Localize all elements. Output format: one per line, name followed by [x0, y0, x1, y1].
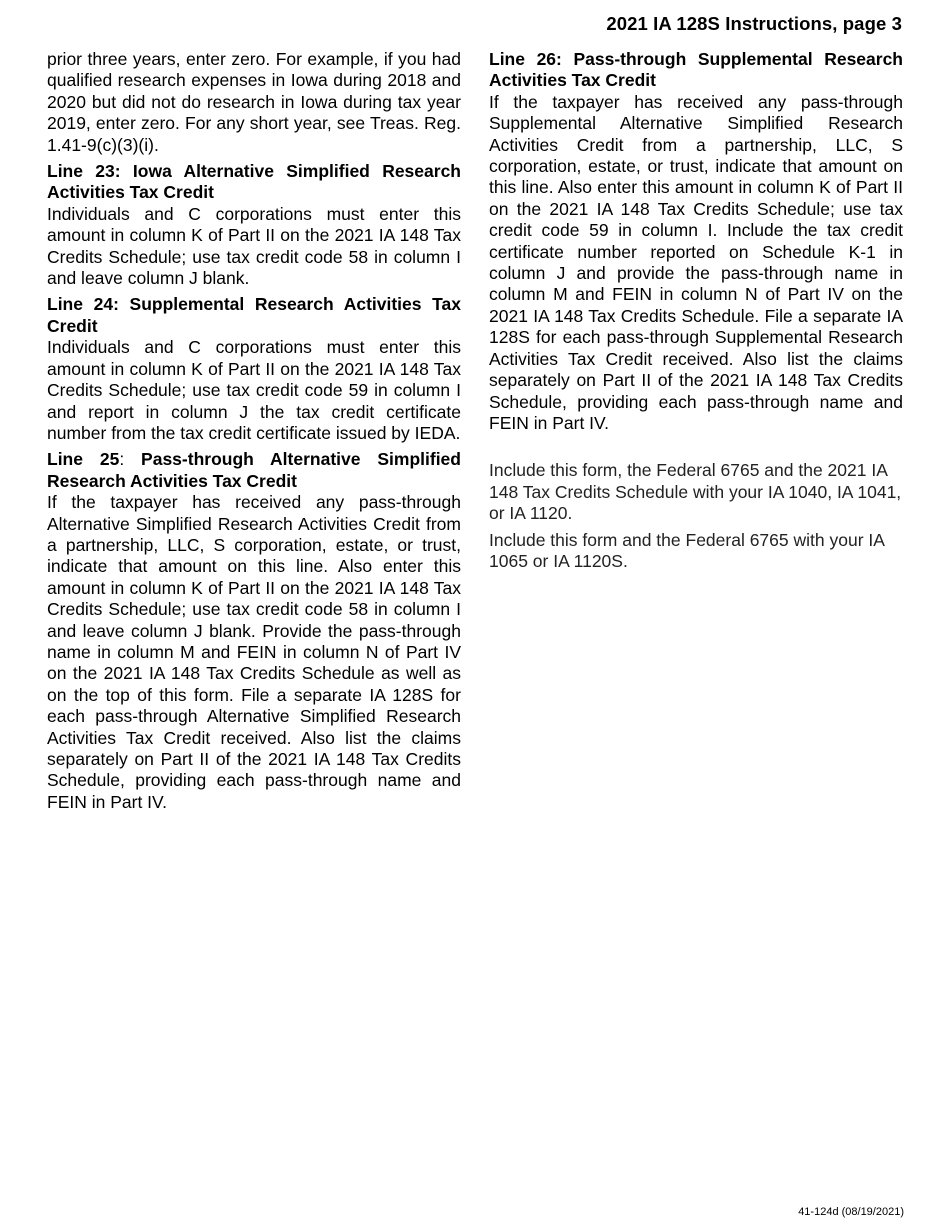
line-25-body: If the taxpayer has received any pass-through Alternative Simplified Research Activities Credit from a partnership, LLC, S corporation, estate, or trust, indicate that amount on this line. Also enter this amount in column K of Part II on the 2021 IA 148 Tax Credits Schedule; use tax credit code 58 in column I and leave column J blank. Provide the pass-through name in column M and FEIN in column N of Part IV on the 2021 IA 148 Tax Credits Schedule as well as on the top of this form. File a separate IA 128S for each pass-through Alternative Simplified Research Activities Tax Credit received. Also list the claims separately on Part II of the 2021 IA 148 Tax Credits Schedule, providing each pass-through name and FEIN in Part IV.	[47, 492, 461, 812]
section-spacer	[489, 439, 903, 460]
left-column	[47, 49, 461, 818]
line-23-heading: Line 23: Iowa Alternative Simplified Research Activities Tax Credit	[47, 161, 461, 203]
line-24-heading: Line 24: Supplemental Research Activities Tax Credit	[47, 294, 461, 336]
intro-paragraph: prior three years, enter zero. For example, if you had qualified research expenses in Iowa during 2018 and 2020 but did not do research in Iowa during tax year 2019, enter zero. For any short year, see Treas. Reg. 1.41-9(c)(3)(i).	[47, 49, 461, 155]
line-26-heading: Line 26: Pass-through Supplemental Research Activities Tax Credit	[489, 49, 903, 91]
line-25-heading-label: Line 25	[47, 449, 120, 470]
line-25-heading	[47, 449, 461, 492]
right-column	[489, 49, 903, 577]
include-instruction-1: Include this form, the Federal 6765 and the 2021 IA 148 Tax Credits Schedule with your IA 1040, IA 1041, or IA 1120.	[489, 460, 902, 524]
line-26-body: If the taxpayer has received any pass-through Supplemental Alternative Simplified Research Activities Credit from a partnership, LLC, S corporation, estate, or trust, indicate that amount on this line. Also enter this amount in column K of Part II on the 2021 IA 148 Tax Credits Schedule; use tax credit code 59 in column I. Include the tax credit certificate number reported on Schedule K-1 in column J and provide the pass-through name in column M and FEIN in column N of Part IV on the 2021 IA 148 Tax Credits Schedule. File a separate IA 128S for each pass-through Supplemental Research Activities Tax Credit received. Also list the claims separately on Part II of the 2021 IA 148 Tax Credits Schedule, providing each pass-through name and FEIN in Part IV.	[489, 91, 903, 433]
page-title: 2021 IA 128S Instructions, page 3	[606, 13, 902, 34]
line-24-body: Individuals and C corporations must enter this amount in column K of Part II on the 2021 IA 148 Tax Credits Schedule; use tax credit code 59 in column I and report in column J the tax credit certificate number from the tax credit certificate issued by IEDA.	[47, 337, 461, 443]
line-23-body: Individuals and C corporations must enter this amount in column K of Part II on the 2021 IA 148 Tax Credits Schedule; use tax credit code 58 in column I and leave column J blank.	[47, 203, 461, 289]
line-25-heading-text: Pass-through Alternative Simplified Research Activities Tax Credit	[47, 449, 461, 491]
form-code: 41-124d (08/19/2021)	[798, 1206, 904, 1218]
line-25-heading-separator: :	[119, 449, 142, 470]
include-instruction-2: Include this form and the Federal 6765 with your IA 1065 or IA 1120S.	[489, 529, 884, 571]
